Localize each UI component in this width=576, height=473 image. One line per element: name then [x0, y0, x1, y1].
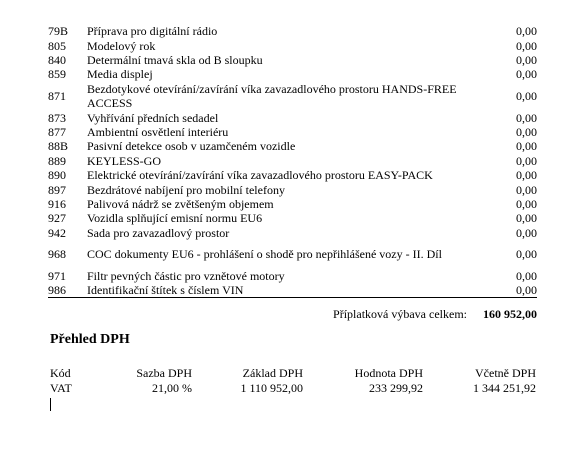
list-item: [48, 82, 537, 111]
item-code: 877: [48, 124, 66, 139]
item-code: 986: [48, 283, 66, 298]
list-item: [48, 225, 537, 239]
item-description: Filtr pevných částic pro vznětové motory: [87, 268, 285, 283]
list-item: [48, 211, 537, 225]
item-code: 942: [48, 225, 66, 240]
list-item: [48, 110, 537, 124]
list-item: [48, 182, 537, 196]
item-price: 0,00: [516, 52, 537, 67]
item-price: 0,00: [516, 110, 537, 125]
item-code: 889: [48, 153, 66, 168]
item-price: 0,00: [516, 153, 537, 168]
item-description: Příprava pro digitální rádio: [87, 24, 218, 39]
item-price: 0,00: [516, 38, 537, 53]
item-description: KEYLESS-GO: [87, 153, 161, 168]
item-price: 0,00: [516, 88, 537, 103]
item-description: Ambientní osvětlení interiéru: [87, 124, 229, 139]
list-item: [48, 53, 537, 67]
vat-amount: 233 299,92: [369, 381, 423, 395]
vat-table: [50, 366, 536, 396]
item-description: COC dokumenty EU6 - prohlášení o shodě pro nepřihlášené vozy - II. Díl: [87, 247, 442, 262]
item-price: 0,00: [516, 247, 537, 262]
item-price: 0,00: [516, 67, 537, 82]
equipment-total: [48, 306, 537, 322]
item-code: 971: [48, 268, 66, 283]
list-item: [48, 283, 537, 298]
list-item: [48, 197, 537, 211]
list-item: [48, 67, 537, 81]
item-price: 0,00: [516, 268, 537, 283]
vat-total: 1 344 251,92: [473, 381, 536, 395]
col-header-total: Včetně DPH: [475, 366, 536, 380]
item-description: Vyhřívání předních sedadel: [87, 110, 219, 125]
item-description: Bezdrátové nabíjení pro mobilní telefony: [87, 182, 285, 197]
item-code: 805: [48, 38, 66, 53]
equipment-list: [48, 24, 537, 298]
item-code: 927: [48, 211, 66, 226]
item-code: 968: [48, 247, 66, 262]
list-item: [48, 38, 537, 52]
list-item: [48, 24, 537, 38]
list-item: [48, 240, 537, 269]
item-price: 0,00: [516, 283, 537, 298]
item-description: Determální tmavá skla od B sloupku: [87, 52, 263, 67]
table-row: [50, 381, 536, 396]
item-price: 0,00: [516, 225, 537, 240]
list-item: [48, 154, 537, 168]
list-item: [48, 125, 537, 139]
col-header-vat-amount: Hodnota DPH: [354, 366, 423, 380]
item-code: 897: [48, 182, 66, 197]
item-price: 0,00: [516, 168, 537, 183]
col-header-base: Základ DPH: [242, 366, 303, 380]
item-price: 0,00: [516, 139, 537, 154]
item-description: Vozidla splňující emisní normu EU6: [87, 211, 263, 226]
vat-code: VAT: [50, 381, 72, 395]
item-code: 840: [48, 52, 66, 67]
item-code: 890: [48, 168, 66, 183]
item-code: 916: [48, 196, 66, 211]
item-description: Pasivní detekce osob v uzamčeném vozidle: [87, 139, 296, 154]
item-price: 0,00: [516, 196, 537, 211]
list-item: [48, 168, 537, 182]
item-price: 0,00: [516, 24, 537, 39]
col-header-code: Kód: [50, 366, 71, 380]
item-description: Sada pro zavazadlový prostor: [87, 225, 230, 240]
item-description: Identifikační štítek s číslem VIN: [87, 283, 244, 298]
item-price: 0,00: [516, 124, 537, 139]
vat-overview-title: Přehled DPH: [50, 332, 130, 347]
item-description: Modelový rok: [87, 38, 156, 53]
list-item: [48, 269, 537, 283]
total-value: 160 952,00: [483, 307, 537, 321]
text-cursor[interactable]: [50, 398, 51, 411]
item-code: 79B: [48, 24, 69, 39]
item-price: 0,00: [516, 211, 537, 226]
list-item: [48, 139, 537, 153]
item-code: 871: [48, 88, 66, 103]
total-label: Příplatková výbava celkem:: [333, 307, 467, 321]
item-description: Bezdotykové otevírání/zavírání víka zavazadlového prostoru HANDS-FREE ACCESS: [87, 81, 457, 110]
item-description: Media displej: [87, 67, 153, 82]
item-price: 0,00: [516, 182, 537, 197]
item-description: Palivová nádrž se zvětšeným objemem: [87, 196, 274, 211]
item-description: Elektrické otevírání/zavírání víka zavazadlového prostoru EASY-PACK: [87, 168, 433, 183]
vat-base: 1 110 952,00: [240, 381, 303, 395]
vat-header-row: [50, 366, 536, 381]
item-code: 873: [48, 110, 66, 125]
item-code: 859: [48, 67, 66, 82]
item-code: 88B: [48, 139, 69, 154]
col-header-rate: Sazba DPH: [136, 366, 192, 380]
vat-rate: 21,00 %: [152, 381, 192, 395]
